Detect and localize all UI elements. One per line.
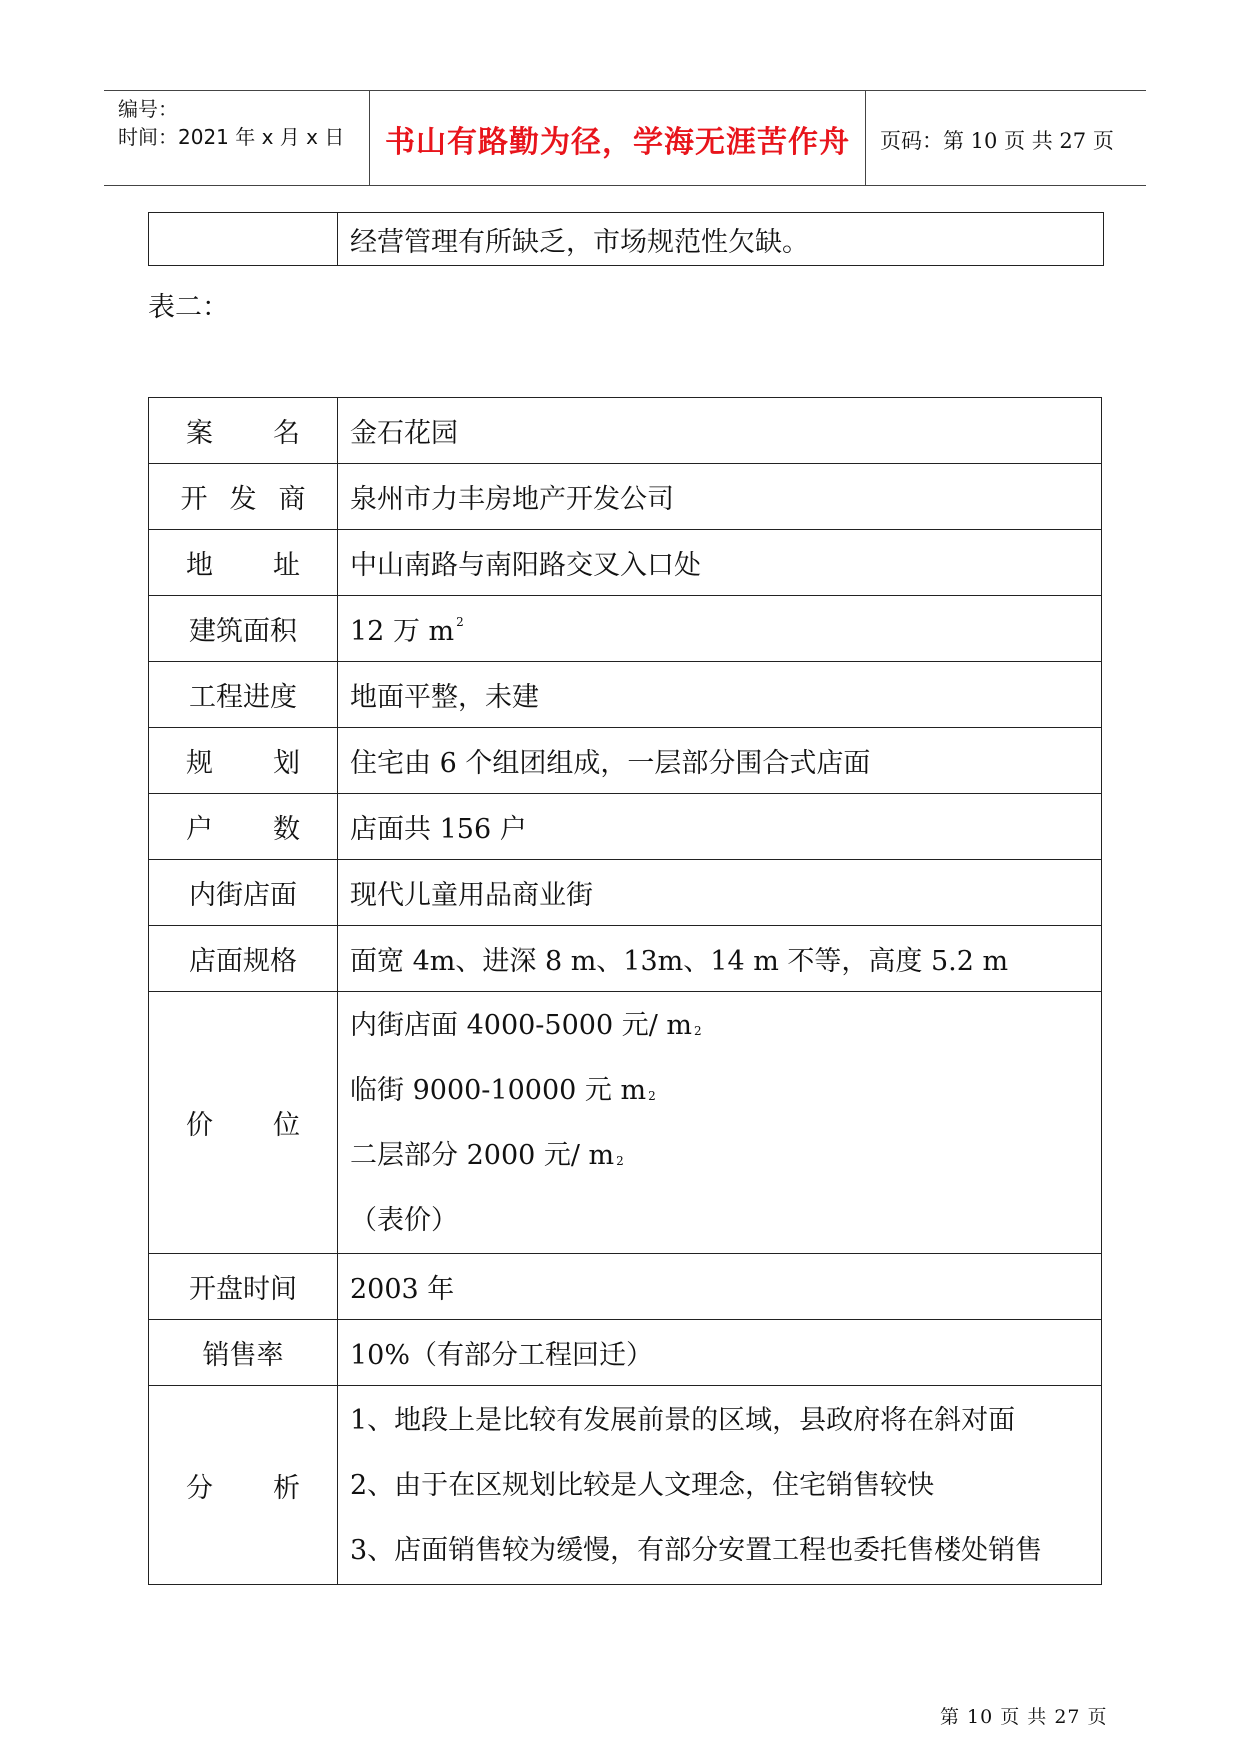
table-row <box>149 728 1102 794</box>
row-label <box>149 596 338 662</box>
value-line <box>350 1333 1101 1372</box>
row-label <box>149 662 338 728</box>
row-label-part: 开 <box>180 484 208 515</box>
value-line <box>350 1453 1101 1518</box>
value-line <box>350 993 1101 1058</box>
row-label-part: 析 <box>273 1472 300 1504</box>
row-label-part: 店面规格 <box>189 946 297 977</box>
table-row <box>149 662 1102 728</box>
value-line <box>350 1388 1101 1453</box>
table-row <box>149 596 1102 662</box>
row-label <box>149 926 338 992</box>
header-meta <box>104 91 370 185</box>
row-label-part: 分 <box>186 1472 213 1504</box>
value-line <box>350 1518 1101 1583</box>
value-line <box>350 1267 1101 1306</box>
value-line <box>350 477 1101 516</box>
value-text: 2003 年 <box>350 1274 455 1305</box>
value-text: 二层部分 2000 元/ m <box>350 1139 615 1171</box>
value-text: 3、店面销售较为缓慢，有部分安置工程也委托售楼处销售 <box>350 1534 1043 1566</box>
row-label <box>149 860 338 926</box>
row-label-part: 销售率 <box>202 1340 284 1371</box>
row-value <box>338 398 1102 464</box>
row-label <box>149 794 338 860</box>
row-label-part: 发 <box>229 484 257 515</box>
value-text: （表价） <box>350 1204 458 1236</box>
page-info: 页码：第 10 页 共 27 页 <box>880 129 1114 153</box>
row-label <box>149 992 338 1254</box>
row-label-part: 建筑面积 <box>189 616 297 647</box>
row-label <box>149 1386 338 1585</box>
value-text: 10%（有部分工程回迁） <box>350 1340 654 1371</box>
table-row <box>149 1254 1102 1320</box>
row-label-part: 名 <box>273 418 300 449</box>
table-row <box>149 794 1102 860</box>
row-value <box>338 464 1102 530</box>
value-text: 内街店面 4000-5000 元/ m <box>350 1009 692 1041</box>
value-text: 泉州市力丰房地产开发公司 <box>350 484 674 515</box>
value-text: 2、由于在区规划比较是人文理念，住宅销售较快 <box>350 1469 935 1501</box>
row-value <box>338 1254 1102 1320</box>
row-label-part: 工程进度 <box>189 682 297 713</box>
row-label <box>149 1320 338 1386</box>
value-text: 地面平整，未建 <box>350 682 539 713</box>
row-label-part: 开盘时间 <box>189 1274 297 1305</box>
continued-table <box>148 212 1104 266</box>
row-label <box>149 1254 338 1320</box>
table-caption: 表二： <box>148 292 229 323</box>
table-row <box>149 926 1102 992</box>
row-value <box>338 530 1102 596</box>
value-line <box>350 411 1101 450</box>
value-line <box>350 675 1101 714</box>
row-label-part: 址 <box>273 550 300 581</box>
value-line <box>350 609 1101 648</box>
row-label <box>149 213 338 266</box>
value-text: 住宅由 6 个组团组成，一层部分围合式店面 <box>350 748 871 779</box>
table-row <box>149 213 1104 266</box>
time-label: 时间：2021 年 x 月 x 日 <box>118 125 345 149</box>
row-label-part: 规 <box>186 748 213 779</box>
number-label: 编号： <box>118 97 178 121</box>
value-line <box>350 741 1101 780</box>
value-line <box>350 1123 1101 1188</box>
header-motto-cell <box>370 91 866 185</box>
row-label-part: 划 <box>273 748 300 779</box>
superscript: 2 <box>694 1023 702 1038</box>
row-value <box>338 794 1102 860</box>
row-value <box>338 728 1102 794</box>
row-value <box>338 926 1102 992</box>
value-text: 中山南路与南阳路交叉入口处 <box>350 550 701 581</box>
value-text: 面宽 4m、进深 8 m、13m、14 m 不等，高度 5.2 m <box>350 946 1009 977</box>
page-footer: 第 10 页 共 27 页 <box>940 1706 1108 1728</box>
row-label <box>149 464 338 530</box>
table-row <box>149 1386 1102 1585</box>
table-row <box>149 398 1102 464</box>
value-text: 金石花园 <box>350 418 458 449</box>
page-header <box>104 90 1146 186</box>
value-text: 临街 9000-10000 元 m <box>350 1074 647 1106</box>
row-label-part: 内街店面 <box>189 880 297 911</box>
row-label <box>149 530 338 596</box>
row-label-part: 案 <box>186 418 213 449</box>
row-label <box>149 728 338 794</box>
row-value: 经营管理有所缺乏，市场规范性欠缺。 <box>338 213 1104 266</box>
value-line <box>350 873 1101 912</box>
row-value <box>338 596 1102 662</box>
row-label-part: 数 <box>273 814 300 845</box>
row-value <box>338 662 1102 728</box>
table-row <box>149 530 1102 596</box>
price-value <box>338 992 1102 1254</box>
superscript: 2 <box>456 615 464 629</box>
table-row <box>149 1320 1102 1386</box>
row-value <box>338 1320 1102 1386</box>
superscript: 2 <box>648 1088 656 1103</box>
header-page-cell <box>866 91 1146 185</box>
row-label <box>149 398 338 464</box>
table-row <box>149 860 1102 926</box>
value-text: 1、地段上是比较有发展前景的区域，县政府将在斜对面 <box>350 1404 1016 1436</box>
value-line <box>350 807 1101 846</box>
analysis-value <box>338 1386 1102 1585</box>
row-label-part: 位 <box>273 1110 300 1141</box>
value-text: 现代儿童用品商业街 <box>350 880 593 911</box>
value-line <box>350 1058 1101 1123</box>
value-line <box>350 1188 1101 1253</box>
row-value <box>338 860 1102 926</box>
table-row <box>149 464 1102 530</box>
value-line <box>350 543 1101 582</box>
table-row <box>149 992 1102 1254</box>
value-line <box>350 939 1101 978</box>
row-label-part: 地 <box>186 550 213 581</box>
project-table <box>148 397 1102 1585</box>
superscript: 2 <box>616 1153 624 1168</box>
row-label-part: 价 <box>186 1110 213 1141</box>
row-label-part: 商 <box>278 484 306 515</box>
value-text: 12 万 m <box>350 616 455 647</box>
row-label-part: 户 <box>186 814 213 845</box>
value-text: 店面共 156 户 <box>350 814 527 845</box>
motto: 书山有路勤为径，学海无涯苦作舟 <box>385 125 850 160</box>
